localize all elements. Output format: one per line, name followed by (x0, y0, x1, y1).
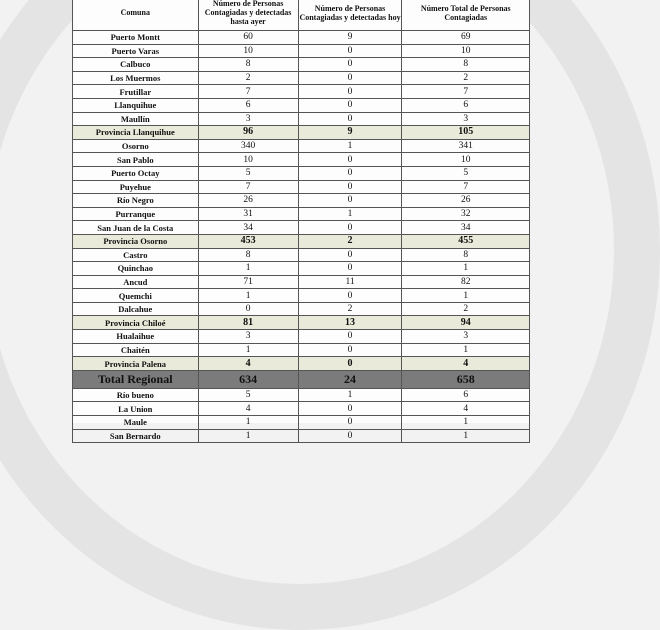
table-row (73, 139, 530, 153)
total-cell: 6 (402, 388, 530, 402)
total-cell: 4 (402, 357, 530, 371)
total-cell: 5 (402, 166, 530, 180)
table-row (73, 31, 530, 45)
province-row (73, 357, 530, 371)
comuna-cell: Frutillar (73, 85, 199, 99)
today-cell: 0 (298, 248, 402, 262)
comuna-cell: Osorno (73, 139, 199, 153)
today-cell: 0 (298, 194, 402, 208)
province-row (73, 316, 530, 330)
today-cell: 24 (298, 370, 402, 388)
until-yesterday-cell: 7 (198, 85, 298, 99)
today-cell: 0 (298, 166, 402, 180)
comuna-cell: Purranque (73, 207, 199, 221)
today-cell: 0 (298, 343, 402, 357)
until-yesterday-cell: 4 (198, 402, 298, 416)
today-cell: 9 (298, 126, 402, 140)
today-cell: 2 (298, 234, 402, 248)
header-total: Número Total de Personas Contagiadas (402, 0, 530, 31)
table-row (73, 58, 530, 72)
header-comuna: Comuna (73, 0, 199, 31)
until-yesterday-cell: 340 (198, 139, 298, 153)
today-cell: 0 (298, 180, 402, 194)
table-row (73, 194, 530, 208)
total-cell: 2 (402, 71, 530, 85)
comuna-cell: Puyehue (73, 180, 199, 194)
today-cell: 0 (298, 357, 402, 371)
today-cell: 0 (298, 44, 402, 58)
today-cell: 1 (298, 388, 402, 402)
table-row (73, 166, 530, 180)
today-cell: 0 (298, 330, 402, 344)
until-yesterday-cell: 1 (198, 262, 298, 276)
until-yesterday-cell: 5 (198, 166, 298, 180)
comuna-cell: San Juan de la Costa (73, 221, 199, 235)
province-row (73, 234, 530, 248)
table-row (73, 388, 530, 402)
comuna-cell: Puerto Varas (73, 44, 199, 58)
comuna-cell: Los Muermos (73, 71, 199, 85)
comuna-cell: Provincia Palena (73, 357, 199, 371)
total-cell: 105 (402, 126, 530, 140)
comuna-cell: Provincia Osorno (73, 234, 199, 248)
today-cell: 0 (298, 85, 402, 99)
table-row (73, 44, 530, 58)
total-cell: 1 (402, 416, 530, 430)
today-cell: 0 (298, 262, 402, 276)
total-cell: 69 (402, 31, 530, 45)
table-row (73, 330, 530, 344)
document-sheet (72, 0, 530, 441)
until-yesterday-cell: 81 (198, 316, 298, 330)
until-yesterday-cell: 2 (198, 71, 298, 85)
comuna-cell: Provincia Llanquihue (73, 126, 199, 140)
comuna-cell: Ancud (73, 275, 199, 289)
until-yesterday-cell: 60 (198, 31, 298, 45)
total-cell: 6 (402, 98, 530, 112)
until-yesterday-cell: 71 (198, 275, 298, 289)
total-cell: 1 (402, 289, 530, 303)
total-cell: 2 (402, 302, 530, 316)
until-yesterday-cell: 5 (198, 388, 298, 402)
header-row (73, 0, 530, 31)
today-cell: 1 (298, 139, 402, 153)
comuna-cell: Dalcahue (73, 302, 199, 316)
table-row (73, 85, 530, 99)
comuna-cell: Hualaihue (73, 330, 199, 344)
comuna-cell: San Bernardo (73, 429, 199, 443)
table-row (73, 262, 530, 276)
total-cell: 10 (402, 44, 530, 58)
table-row (73, 153, 530, 167)
until-yesterday-cell: 3 (198, 330, 298, 344)
today-cell: 11 (298, 275, 402, 289)
table-row (73, 289, 530, 303)
until-yesterday-cell: 6 (198, 98, 298, 112)
total-cell: 34 (402, 221, 530, 235)
today-cell: 13 (298, 316, 402, 330)
until-yesterday-cell: 3 (198, 112, 298, 126)
until-yesterday-cell: 634 (198, 370, 298, 388)
comuna-cell: Castro (73, 248, 199, 262)
until-yesterday-cell: 1 (198, 343, 298, 357)
comuna-cell: La Union (73, 402, 199, 416)
comuna-cell: Puerto Montt (73, 31, 199, 45)
total-cell: 3 (402, 330, 530, 344)
table-row (73, 207, 530, 221)
comuna-cell: Puerto Octay (73, 166, 199, 180)
comuna-cell: Llanquihue (73, 98, 199, 112)
until-yesterday-cell: 0 (198, 302, 298, 316)
total-cell: 3 (402, 112, 530, 126)
until-yesterday-cell: 8 (198, 58, 298, 72)
table-row (73, 416, 530, 430)
until-yesterday-cell: 1 (198, 416, 298, 430)
total-row (73, 370, 530, 388)
province-row (73, 126, 530, 140)
table-row (73, 112, 530, 126)
comuna-cell: Chaitén (73, 343, 199, 357)
table-body (73, 31, 530, 443)
total-cell: 4 (402, 402, 530, 416)
comuna-cell: Provincia Chiloé (73, 316, 199, 330)
total-cell: 8 (402, 248, 530, 262)
until-yesterday-cell: 10 (198, 44, 298, 58)
total-cell: 94 (402, 316, 530, 330)
today-cell: 0 (298, 98, 402, 112)
comuna-cell: Río Negro (73, 194, 199, 208)
comuna-cell: San Pablo (73, 153, 199, 167)
total-cell: 26 (402, 194, 530, 208)
comuna-cell: Quinchao (73, 262, 199, 276)
until-yesterday-cell: 7 (198, 180, 298, 194)
table-row (73, 248, 530, 262)
comuna-cell: Quemchi (73, 289, 199, 303)
today-cell: 9 (298, 31, 402, 45)
total-cell: 10 (402, 153, 530, 167)
table-row (73, 429, 530, 443)
comuna-cell: Total Regional (73, 370, 199, 388)
today-cell: 0 (298, 58, 402, 72)
table-row (73, 343, 530, 357)
until-yesterday-cell: 26 (198, 194, 298, 208)
until-yesterday-cell: 1 (198, 289, 298, 303)
today-cell: 1 (298, 207, 402, 221)
total-cell: 32 (402, 207, 530, 221)
table-row (73, 71, 530, 85)
table-row (73, 221, 530, 235)
until-yesterday-cell: 4 (198, 357, 298, 371)
table-row (73, 402, 530, 416)
comuna-cell: Río bueno (73, 388, 199, 402)
total-cell: 7 (402, 85, 530, 99)
until-yesterday-cell: 34 (198, 221, 298, 235)
until-yesterday-cell: 10 (198, 153, 298, 167)
until-yesterday-cell: 1 (198, 429, 298, 443)
total-cell: 7 (402, 180, 530, 194)
table-row (73, 180, 530, 194)
header-today: Número de Personas Contagiadas y detectadas hoy (298, 0, 402, 31)
total-cell: 341 (402, 139, 530, 153)
table-row (73, 98, 530, 112)
comuna-cell: Maule (73, 416, 199, 430)
today-cell: 0 (298, 153, 402, 167)
table-row (73, 302, 530, 316)
total-cell: 455 (402, 234, 530, 248)
total-cell: 1 (402, 429, 530, 443)
contagion-table (72, 0, 530, 443)
until-yesterday-cell: 31 (198, 207, 298, 221)
total-cell: 8 (402, 58, 530, 72)
today-cell: 0 (298, 429, 402, 443)
today-cell: 0 (298, 221, 402, 235)
total-cell: 1 (402, 343, 530, 357)
until-yesterday-cell: 8 (198, 248, 298, 262)
today-cell: 0 (298, 112, 402, 126)
today-cell: 0 (298, 402, 402, 416)
comuna-cell: Calbuco (73, 58, 199, 72)
comuna-cell: Maullín (73, 112, 199, 126)
today-cell: 2 (298, 302, 402, 316)
header-until-yesterday: Número de Personas Contagiadas y detectadas hasta ayer (198, 0, 298, 31)
today-cell: 0 (298, 289, 402, 303)
total-cell: 1 (402, 262, 530, 276)
table-row (73, 275, 530, 289)
total-cell: 82 (402, 275, 530, 289)
until-yesterday-cell: 453 (198, 234, 298, 248)
today-cell: 0 (298, 416, 402, 430)
today-cell: 0 (298, 71, 402, 85)
until-yesterday-cell: 96 (198, 126, 298, 140)
total-cell: 658 (402, 370, 530, 388)
